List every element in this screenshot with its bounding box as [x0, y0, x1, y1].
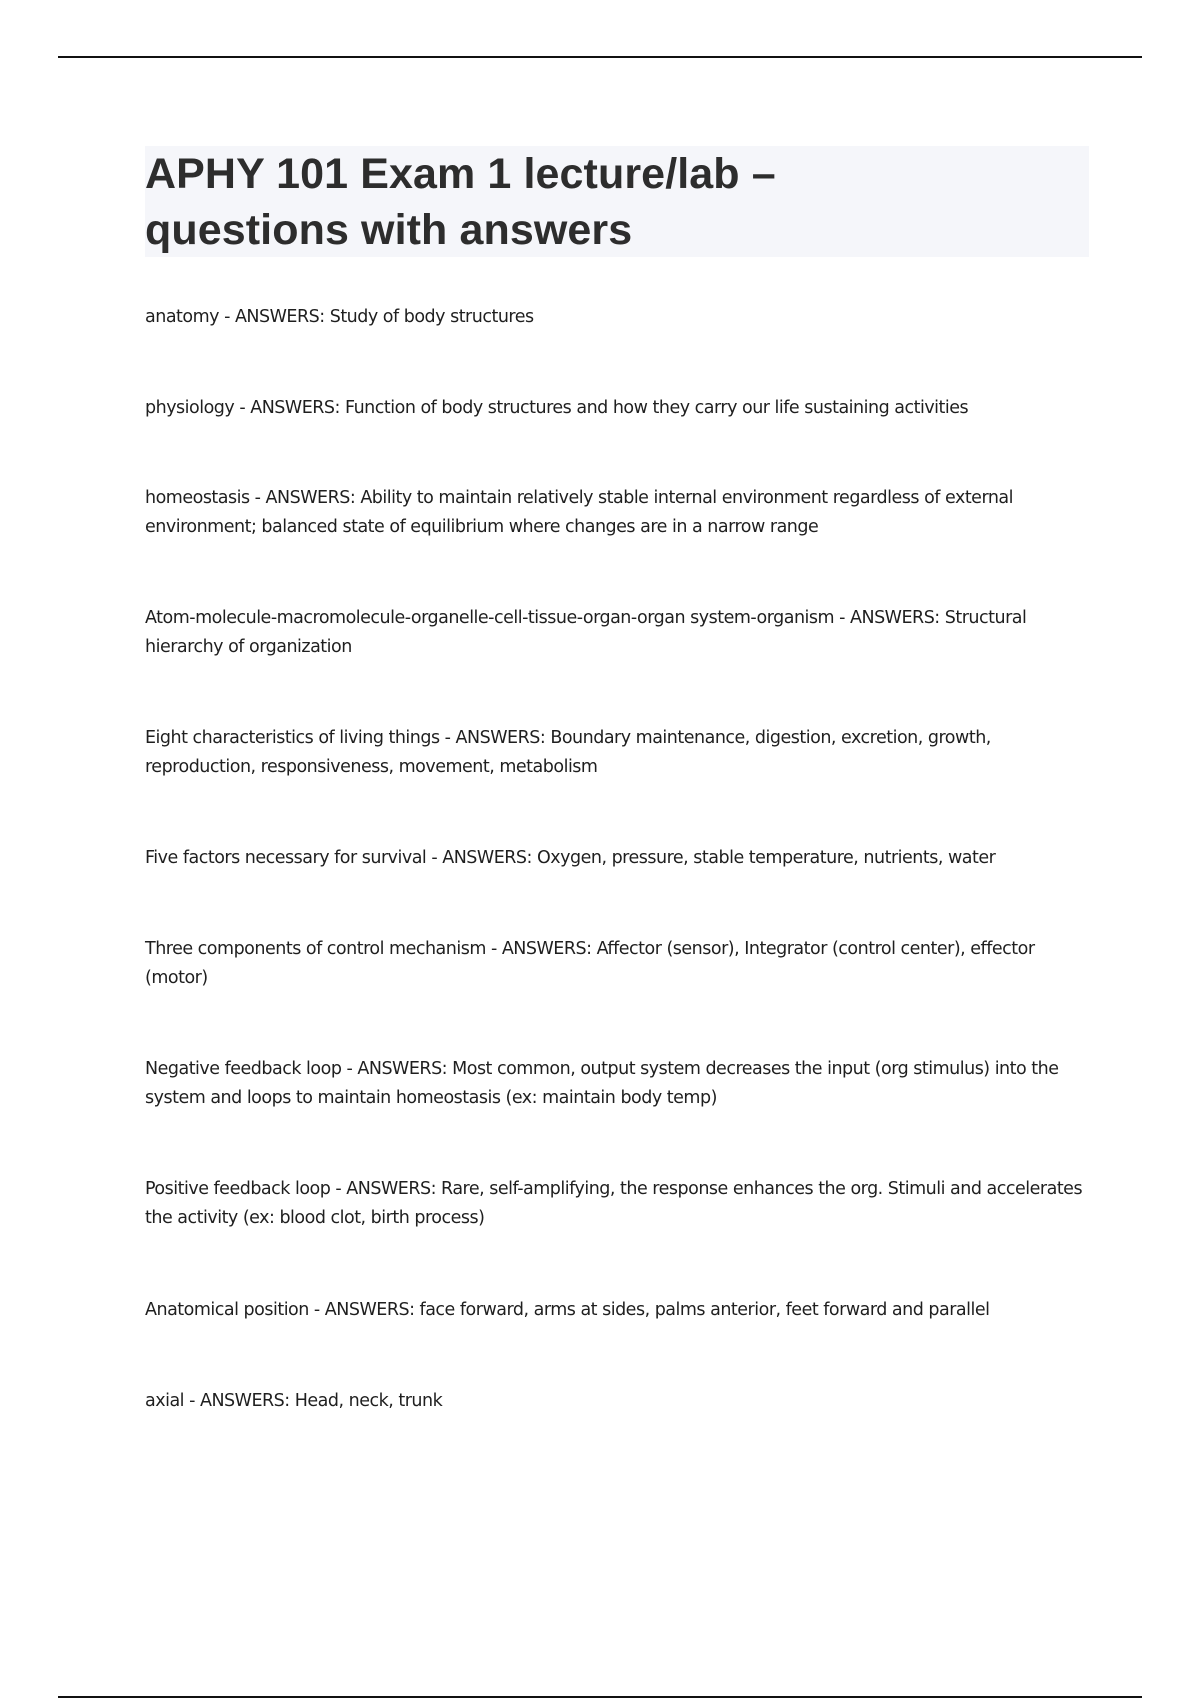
qa-item-negative-feedback: Negative feedback loop - ANSWERS: Most common, output system decreases the input (org stimulus) into the system and loops to maintain homeostasis (ex: maintain body temp): [145, 1059, 1059, 1108]
qa-item-anatomy: anatomy - ANSWERS: Study of body structures: [145, 307, 534, 327]
title-line-2: questions with answers: [145, 206, 633, 254]
qa-item-survival-factors: Five factors necessary for survival - ANSWERS: Oxygen, pressure, stable temperature, nutrients, water: [145, 848, 996, 868]
qa-item-homeostasis: homeostasis - ANSWERS: Ability to maintain relatively stable internal environment regardless of external environment; balanced state of equilibrium where changes are in a narrow range: [145, 488, 1014, 537]
bottom-rule: [58, 1696, 1142, 1698]
qa-item-living-things: Eight characteristics of living things - ANSWERS: Boundary maintenance, digestion, excretion, growth, reproduction, responsiveness, movement, metabolism: [145, 728, 991, 777]
qa-item-axial: axial - ANSWERS: Head, neck, trunk: [145, 1391, 443, 1411]
qa-item-hierarchy: Atom-molecule-macromolecule-organelle-cell-tissue-organ-organ system-organism - ANSWERS: Structural hierarchy of organization: [145, 608, 1027, 657]
title-block: [145, 146, 1089, 257]
top-rule: [58, 56, 1142, 58]
qa-item-positive-feedback: Positive feedback loop - ANSWERS: Rare, self-amplifying, the response enhances the org. Stimuli and accelerates the activity (ex: blood clot, birth process): [145, 1179, 1083, 1228]
qa-item-physiology: physiology - ANSWERS: Function of body structures and how they carry our life sustaining activities: [145, 398, 969, 418]
title-line-1: APHY 101 Exam 1 lecture/lab –: [145, 150, 776, 198]
qa-item-anatomical-position: Anatomical position - ANSWERS: face forward, arms at sides, palms anterior, feet forward and parallel: [145, 1300, 990, 1320]
qa-item-control-mechanism: Three components of control mechanism - ANSWERS: Affector (sensor), Integrator (control center), effector (motor): [145, 939, 1035, 988]
document-title: [145, 146, 1089, 258]
